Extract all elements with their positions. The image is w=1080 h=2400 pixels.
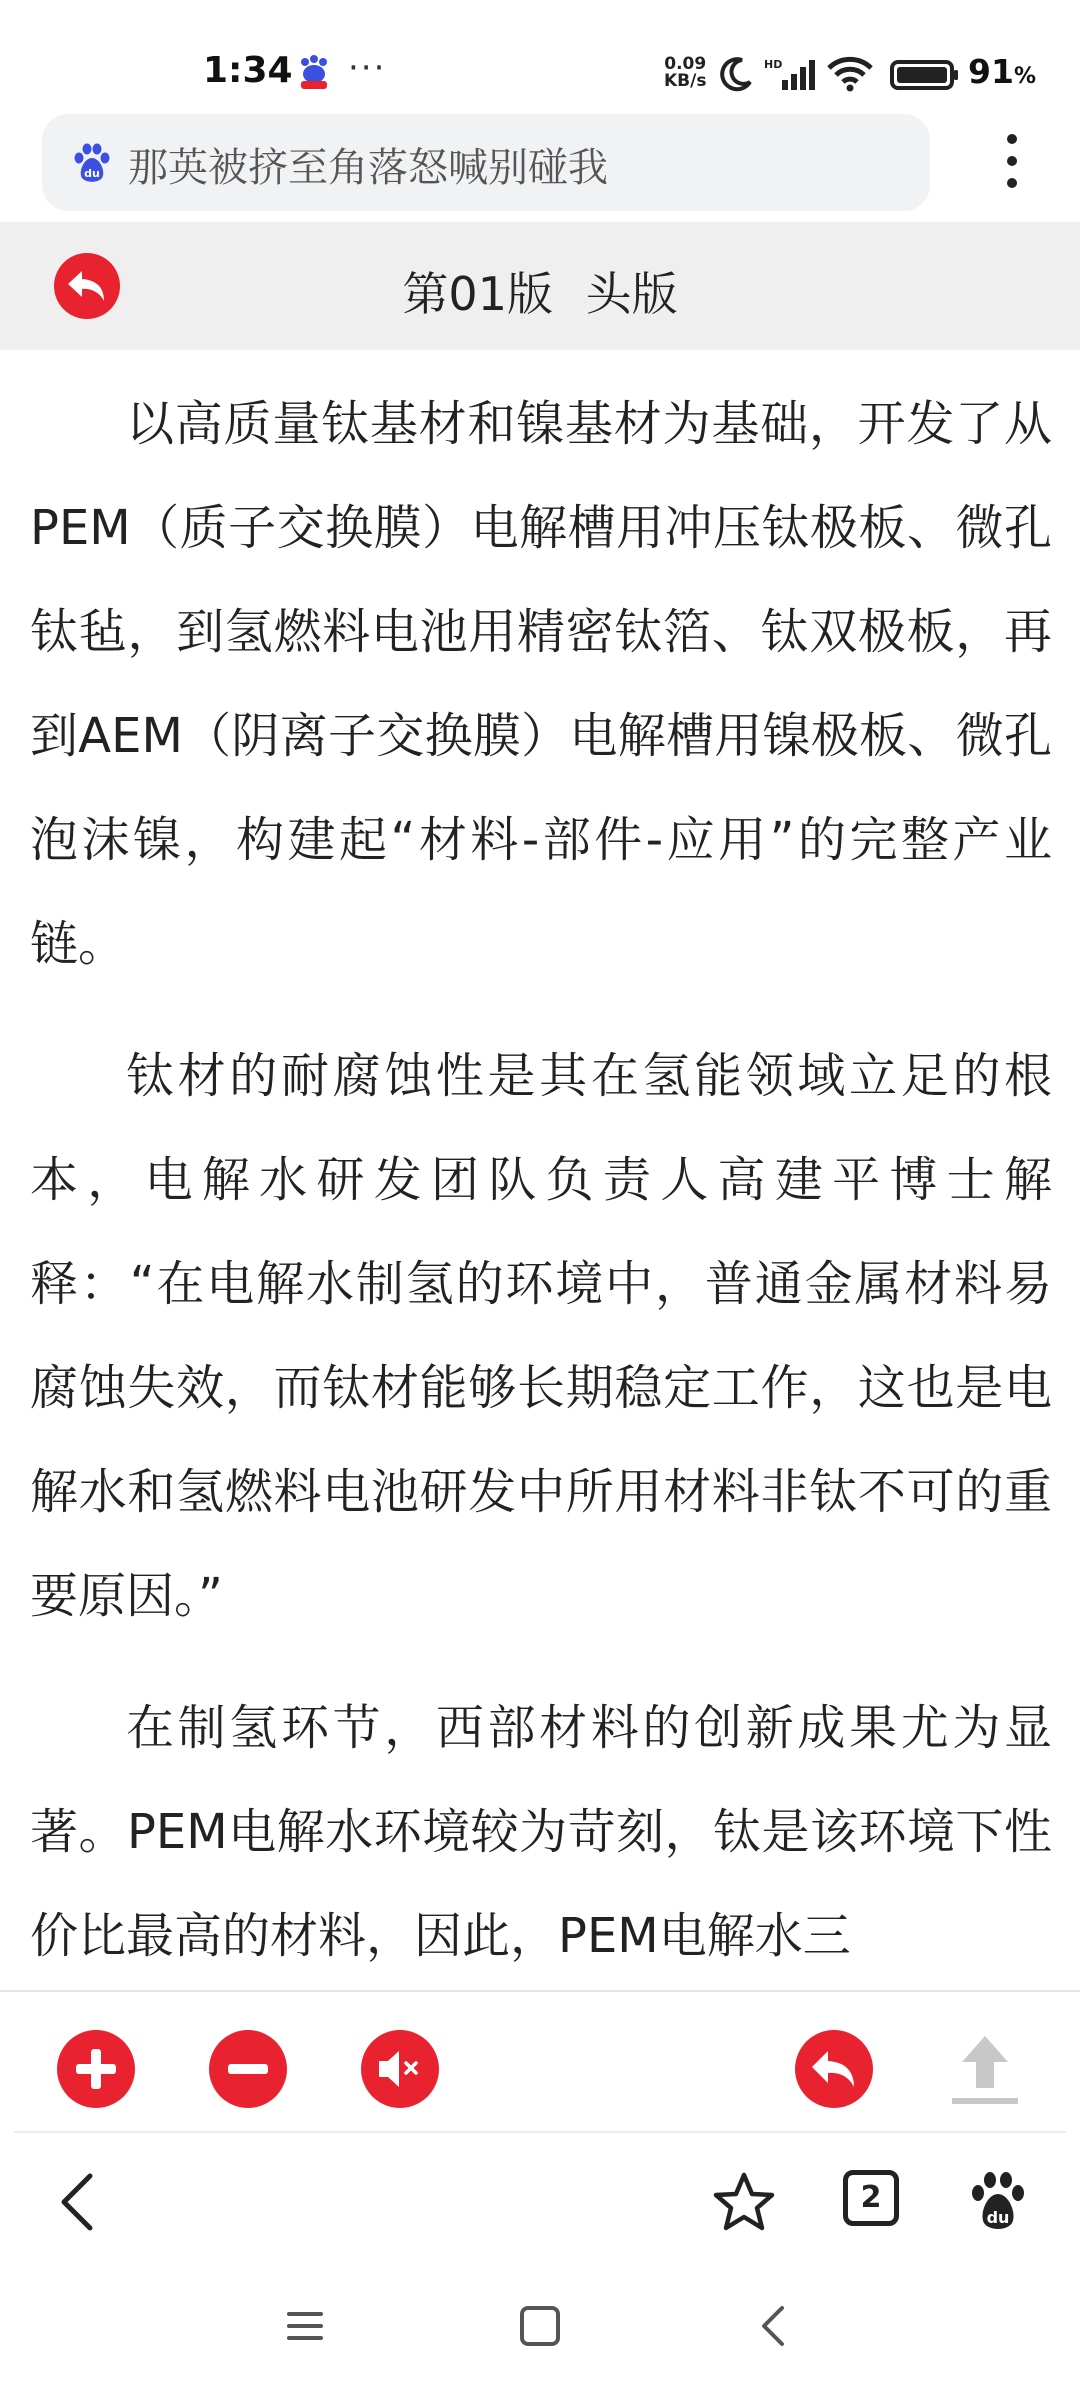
battery-percent-value: 91 xyxy=(968,52,1014,91)
minus-icon xyxy=(209,2030,287,2108)
plus-icon xyxy=(57,2030,135,2108)
battery-icon xyxy=(890,56,960,92)
search-query[interactable]: 那英被挤至角落怒喊别碰我 xyxy=(128,145,608,191)
speaker-mute-icon xyxy=(361,2030,439,2108)
search-bar[interactable] xyxy=(42,114,930,211)
status-time: 1:34 xyxy=(203,50,293,91)
baidu-paw-icon xyxy=(70,140,114,184)
battery-percent-unit: % xyxy=(1013,64,1036,89)
recent-apps-icon[interactable] xyxy=(283,2304,327,2348)
baidu-app-icon xyxy=(296,54,332,90)
tabs-button[interactable]: 2 xyxy=(843,2170,899,2226)
page-header xyxy=(0,222,1080,350)
network-speed-value: 0.09 xyxy=(664,54,707,74)
article-paragraph: 在制氢环节，西部材料的创新成果尤为显著。PEM电解水环境较为苛刻，钛是该环境下性价比最高的材料，因此，PEM电解水三 xyxy=(30,1700,1052,1964)
article-paragraph: 钛材的耐腐蚀性是其在氢能领域立足的根本，电解水研发团队负责人高建平博士解释：“在电解水制氢的环境中，普通金属材料易腐蚀失效，而钛材能够长期稳定工作，这也是电解水和氢燃料电池研发中所用材料非钛不可的重要原因。” xyxy=(30,1048,1052,1624)
zoom-in-button[interactable] xyxy=(57,2030,135,2108)
system-nav-bar xyxy=(0,2274,1080,2400)
system-back-icon[interactable] xyxy=(752,2304,796,2348)
star-icon[interactable] xyxy=(712,2170,776,2234)
back-chevron-icon[interactable] xyxy=(52,2170,102,2234)
article-paragraph: 以高质量钛基材和镍基材为基础，开发了从PEM（质子交换膜）电解槽用冲压钛极板、微孔钛毡，到氢燃料电池用精密钛箔、钛双极板，再到AEM（阴离子交换膜）电解槽用镍极板、微孔泡沫镍，构建起“材料-部件-应用”的完整产业链。 xyxy=(30,396,1052,972)
status-more-icon: ··· xyxy=(348,48,387,88)
svg-text:HD: HD xyxy=(764,58,783,71)
network-speed xyxy=(664,56,706,90)
signal-icon xyxy=(764,56,816,92)
scroll-top-icon[interactable] xyxy=(950,2030,1020,2108)
article-body xyxy=(30,350,1052,1990)
svg-text:du: du xyxy=(84,167,100,180)
reader-toolbar xyxy=(0,1990,1080,2130)
mute-button[interactable] xyxy=(361,2030,439,2108)
toolbar-back-button[interactable] xyxy=(795,2030,873,2108)
network-speed-unit: KB/s xyxy=(664,71,707,91)
toolbar-divider xyxy=(14,2131,1066,2133)
page-title: 第01版 头版 xyxy=(402,267,678,321)
back-arrow-icon xyxy=(795,2030,873,2108)
wifi-icon xyxy=(826,56,874,92)
moon-icon xyxy=(718,56,754,92)
more-menu-icon[interactable] xyxy=(994,134,1030,194)
baidu-home-icon[interactable] xyxy=(968,2170,1028,2232)
svg-text:du: du xyxy=(986,2208,1010,2227)
zoom-out-button[interactable] xyxy=(209,2030,287,2108)
home-square-icon[interactable] xyxy=(518,2304,562,2348)
battery-percent xyxy=(968,52,1036,91)
browser-bottom-nav xyxy=(0,2134,1080,2274)
status-bar xyxy=(0,0,1080,110)
